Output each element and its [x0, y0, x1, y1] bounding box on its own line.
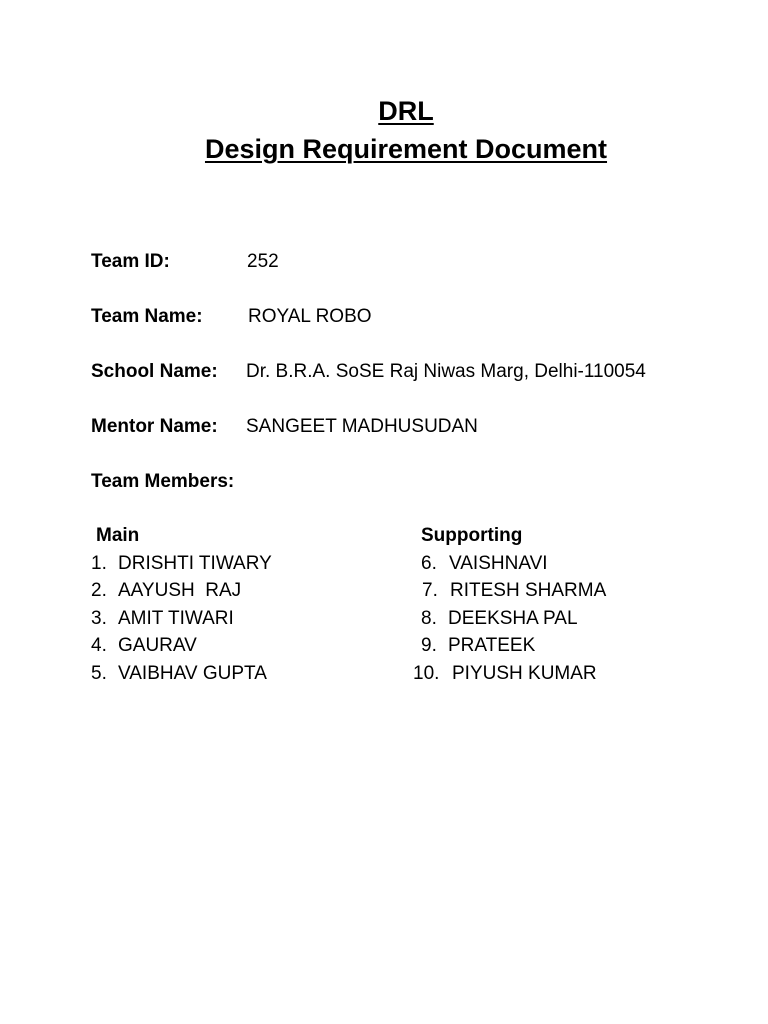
- list-item: [422, 580, 606, 602]
- team-id-label: Team ID:: [91, 251, 170, 272]
- document-title: Design Requirement Document: [204, 134, 608, 164]
- team-members-label: Team Members:: [91, 471, 235, 492]
- list-item: [421, 608, 578, 630]
- list-item: [91, 635, 197, 657]
- list-item: [413, 663, 597, 685]
- document-title-acronym: DRL: [378, 96, 434, 126]
- list-item: [91, 663, 267, 685]
- supporting-members-heading: Supporting: [421, 525, 523, 546]
- list-item-number: 5.: [91, 663, 107, 684]
- list-item-name: PRATEEK: [448, 635, 536, 656]
- team-name-value: ROYAL ROBO: [248, 306, 372, 327]
- main-members-heading: Main: [96, 525, 140, 546]
- team-id-value: 252: [247, 251, 279, 272]
- list-item-name: VAISHNAVI: [449, 553, 548, 574]
- school-name-value: Dr. B.R.A. SoSE Raj Niwas Marg, Delhi-110054: [246, 361, 646, 382]
- list-item-number: 9.: [421, 635, 437, 656]
- school-name-label: School Name:: [91, 361, 218, 382]
- list-item-name: RITESH SHARMA: [450, 580, 607, 601]
- list-item-name: VAIBHAV GUPTA: [118, 663, 267, 684]
- list-item-name: PIYUSH KUMAR: [452, 663, 597, 684]
- mentor-name-value: SANGEET MADHUSUDAN: [246, 416, 478, 437]
- list-item-number: 10.: [413, 663, 440, 684]
- list-item: [421, 553, 548, 575]
- list-item: [91, 553, 272, 575]
- list-item-number: 3.: [91, 608, 107, 629]
- list-item: [91, 580, 241, 602]
- list-item-number: 2.: [91, 580, 107, 601]
- list-item-number: 1.: [91, 553, 107, 574]
- list-item-name: AAYUSH RAJ: [118, 580, 242, 601]
- team-name-label: Team Name:: [91, 306, 203, 327]
- list-item-name: DRISHTI TIWARY: [118, 553, 272, 574]
- list-item-name: DEEKSHA PAL: [448, 608, 578, 629]
- list-item-name: GAURAV: [118, 635, 197, 656]
- list-item-name: AMIT TIWARI: [118, 608, 234, 629]
- list-item: [421, 635, 535, 657]
- list-item: [91, 608, 234, 630]
- list-item-number: 8.: [421, 608, 437, 629]
- list-item-number: 6.: [421, 553, 437, 574]
- mentor-name-label: Mentor Name:: [91, 416, 218, 437]
- list-item-number: 7.: [422, 580, 438, 601]
- list-item-number: 4.: [91, 635, 107, 656]
